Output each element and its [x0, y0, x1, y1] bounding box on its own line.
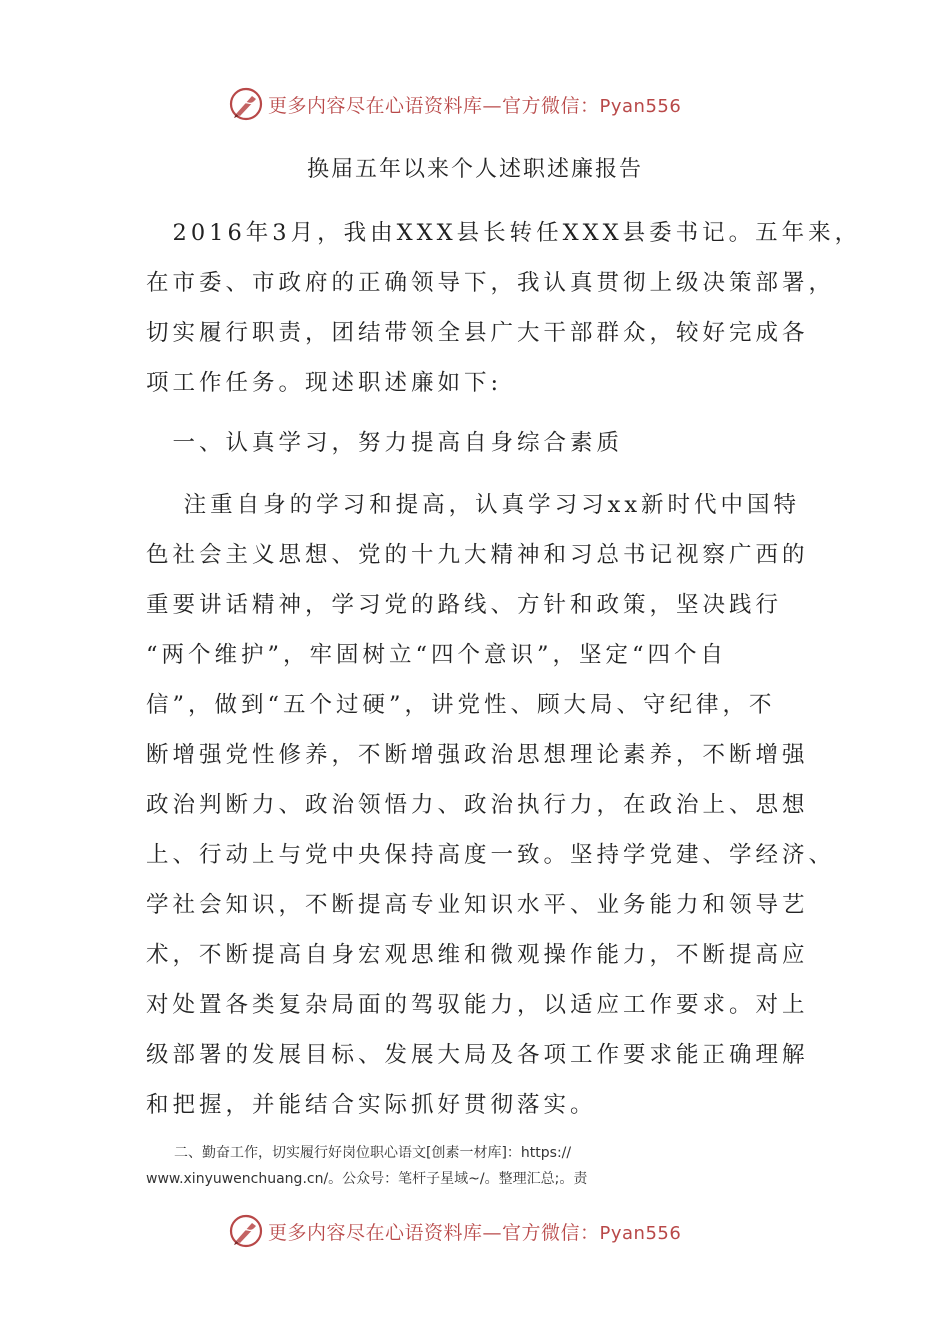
- text-line: 学社会知识，不断提高专业知识水平、业务能力和领导艺: [146, 892, 809, 918]
- document-title: 换届五年以来个人述职述廉报告: [306, 157, 643, 182]
- text-line: 注重自身的学习和提高，认真学习习xx新时代中国特: [146, 492, 801, 518]
- footnote-line: 二、勤奋工作，切实履行好岗位职心语文[创素一材库]：https://: [146, 1145, 572, 1161]
- text-line: 色社会主义思想、党的十九大精神和习总书记视察广西的: [146, 542, 809, 568]
- banner-wechat-id: Pyan556: [599, 1222, 682, 1244]
- heading-text: 一、认真学习，努力提高自身综合素质: [146, 430, 624, 456]
- footer-banner: [228, 1211, 748, 1251]
- text-line: 级部署的发展目标、发展大局及各项工作要求能正确理解: [146, 1042, 809, 1068]
- text-line: 断增强党性修养，不断增强政治思想理论素养，不断增强: [146, 742, 809, 768]
- text-line: 在市委、市政府的正确领导下，我认真贯彻上级决策部署，: [146, 270, 836, 296]
- text-line: 政治判断力、政治领悟力、政治执行力，在政治上、思想: [146, 792, 809, 818]
- banner-text: 更多内容尽在心语资料库—官方微信：Pyan556: [268, 1221, 682, 1244]
- text-line: 术，不断提高自身宏观思维和微观操作能力，不断提高应: [146, 942, 809, 968]
- text-line: 重要讲话精神，学习党的路线、方针和政策，坚决践行: [146, 592, 783, 618]
- text-line: 切实履行职责，团结带领全县广大干部群众，较好完成各: [146, 320, 809, 346]
- text-line: 对处置各类复杂局面的驾驭能力，以适应工作要求。对上: [146, 992, 809, 1018]
- text-line: 项工作任务。现述职述廉如下:: [146, 370, 503, 396]
- text-line: 2016年3月，我由XXX县长转任XXX县委书记。五年来，: [146, 220, 862, 246]
- footnote-line: www.xinyuwenchuang.cn/。公众号：笔杆子星域~/。整理汇总;。责: [146, 1171, 588, 1187]
- text-line: 信”，做到“五个过硬”，讲党性、顾大局、守纪律，不: [146, 692, 776, 718]
- paragraph-study: [146, 480, 836, 1130]
- banner-wechat-id: Pyan556: [599, 95, 682, 117]
- pen-logo-icon: [228, 1213, 264, 1249]
- footnote: [146, 1140, 826, 1192]
- text-line: “两个维护”，牢固树立“四个意识”，坚定“四个自: [146, 642, 728, 668]
- text-line: 上、行动上与党中央保持高度一致。坚持学党建、学经济、: [146, 842, 836, 868]
- section-heading-1: [146, 418, 816, 468]
- banner-text: 更多内容尽在心语资料库—官方微信：Pyan556: [268, 94, 682, 117]
- pen-logo-icon: [228, 86, 264, 122]
- header-banner: [228, 84, 748, 124]
- text-line: 和把握，并能结合实际抓好贯彻落实。: [146, 1092, 597, 1118]
- paragraph-intro: [146, 208, 862, 408]
